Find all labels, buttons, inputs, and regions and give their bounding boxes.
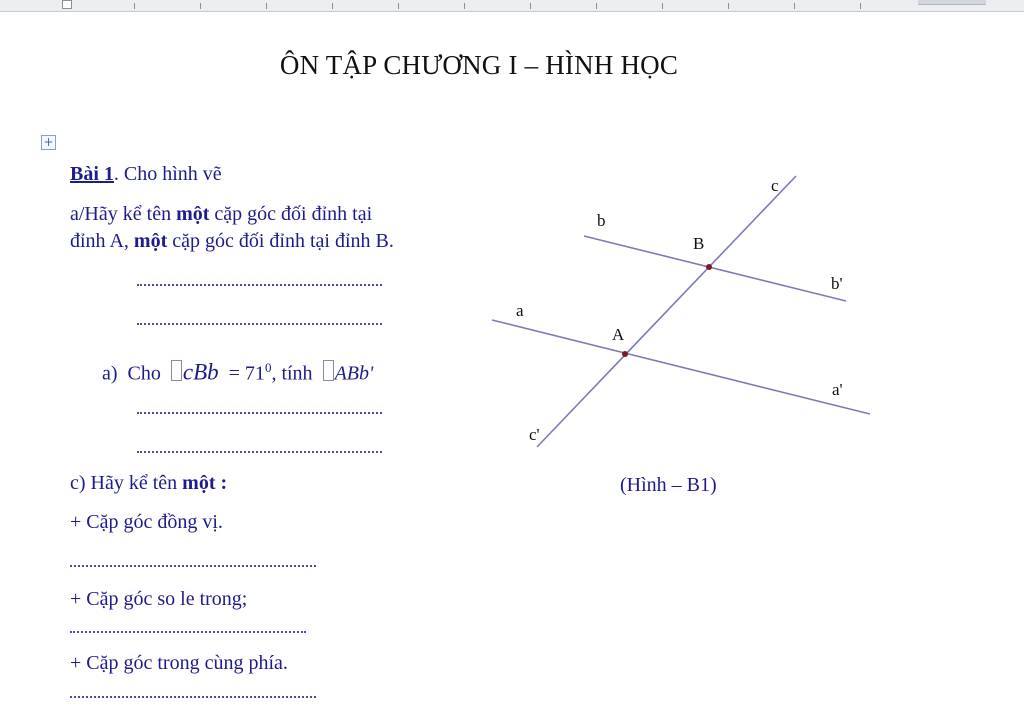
ruler-right-margin[interactable] (918, 0, 986, 5)
label-b: b (597, 211, 606, 230)
part-c-prefix: c) Hãy kể tên (70, 472, 183, 494)
target-angle: ABb' (334, 362, 374, 385)
ruler-tick (134, 3, 135, 9)
line-c (537, 176, 796, 447)
part-c-heading (70, 471, 227, 495)
label-B: B (693, 234, 705, 253)
part-b-cho: Cho (127, 362, 161, 385)
horizontal-ruler[interactable] (0, 0, 1024, 12)
label-a: a (516, 301, 524, 320)
degree-mark: 0 (264, 360, 272, 375)
line-b (584, 236, 846, 301)
part-a-line2-prefix: đỉnh A, (70, 230, 134, 252)
problem-label: Bài 1 (70, 163, 114, 185)
answer-line[interactable] (137, 410, 382, 414)
point-B (706, 264, 712, 270)
label-c-prime: c' (529, 425, 540, 444)
answer-line[interactable] (137, 282, 382, 286)
ruler-tick (794, 3, 795, 9)
problem-heading (70, 162, 222, 186)
angle-value: = 71 (228, 362, 265, 385)
answer-line[interactable] (70, 629, 306, 633)
part-b-marker: a) (102, 362, 118, 385)
ruler-tick (596, 3, 597, 9)
ruler-indent-marker[interactable] (62, 0, 72, 9)
ruler-tick (530, 3, 531, 9)
part-b-line (102, 356, 373, 386)
angle-hat-icon (171, 360, 182, 381)
part-a-line2-rest: cặp góc đối đỉnh tại đỉnh B. (167, 230, 394, 252)
figure-caption: (Hình – B1) (620, 474, 717, 496)
ruler-tick (464, 3, 465, 9)
label-c: c (771, 176, 779, 195)
label-a-prime: a' (832, 380, 843, 399)
ruler-tick (266, 3, 267, 9)
part-a-bold: một (176, 203, 210, 225)
part-c-item: + Cặp góc trong cùng phía. (70, 652, 288, 674)
part-a-line-2 (70, 229, 394, 253)
page-title: ÔN TẬP CHƯƠNG I – HÌNH HỌC (279, 50, 679, 80)
part-a-middle: cặp góc đối đỉnh tại (209, 203, 373, 225)
part-a-line2-bold: một (133, 230, 168, 252)
part-b-compute: , tính (271, 362, 313, 385)
answer-line[interactable] (137, 321, 382, 325)
angle-hat-icon (323, 360, 334, 381)
answer-line[interactable] (137, 449, 382, 453)
part-c-item: + Cặp góc đồng vị. (70, 511, 223, 533)
part-a-prefix: a/Hãy kể tên (70, 203, 177, 225)
answer-line[interactable] (70, 694, 316, 698)
part-a-line-1 (70, 202, 372, 226)
label-b-prime: b' (831, 274, 843, 293)
point-A (622, 351, 628, 357)
ruler-tick (398, 3, 399, 9)
part-c-item: + Cặp góc so le trong; (70, 588, 248, 610)
ruler-tick (662, 3, 663, 9)
geometry-figure (480, 165, 880, 460)
table-move-handle-icon[interactable]: + (41, 135, 56, 150)
ruler-tick (200, 3, 201, 9)
given-angle: cBb (182, 359, 219, 385)
ruler-tick (728, 3, 729, 9)
problem-intro: . Cho hình vẽ (113, 163, 222, 185)
answer-line[interactable] (70, 563, 316, 567)
figure-canvas (480, 165, 880, 455)
part-c-bold: một : (182, 472, 228, 494)
ruler-tick (332, 3, 333, 9)
label-A: A (612, 325, 625, 344)
ruler-tick (860, 3, 861, 9)
line-a (492, 320, 870, 414)
